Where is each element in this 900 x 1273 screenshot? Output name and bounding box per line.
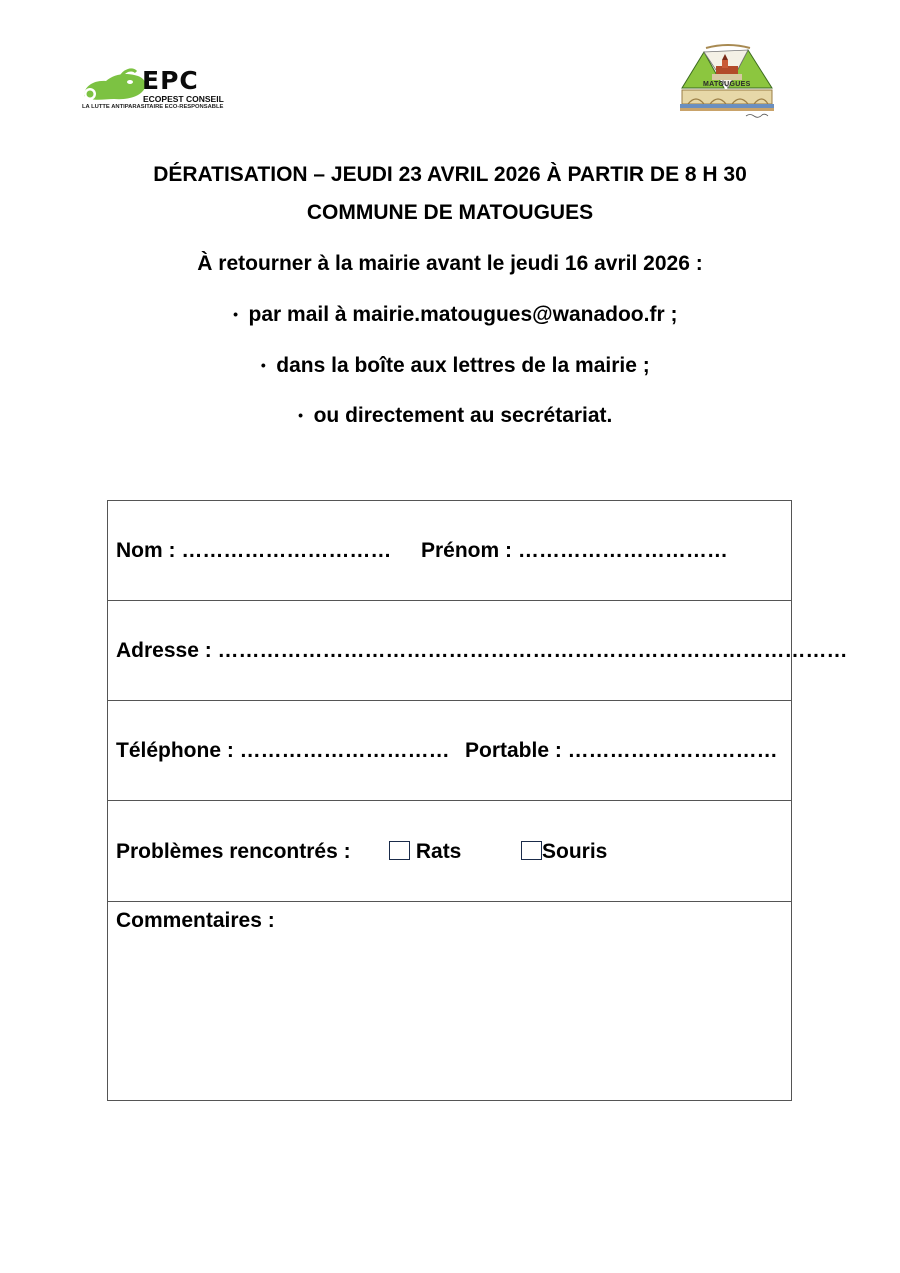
prenom-field[interactable]: Prénom : ………………………… bbox=[421, 539, 728, 562]
telephone-field[interactable]: Téléphone : ………………………… bbox=[116, 739, 450, 762]
form-row-comments[interactable] bbox=[108, 902, 791, 1100]
ecopest-conseil-logo bbox=[80, 66, 245, 114]
list-item bbox=[0, 301, 900, 328]
return-instruction: À retourner à la mairie avant le jeudi 16 avril 2026 : bbox=[197, 252, 703, 275]
rats-checkbox[interactable] bbox=[389, 841, 410, 860]
return-method-mailbox: dans la boîte aux lettres de la mairie ; bbox=[276, 354, 650, 377]
matougues-logo-label: MATOUGUES bbox=[703, 81, 751, 88]
commune-title: COMMUNE DE MATOUGUES bbox=[306, 201, 594, 224]
bullet-icon: • bbox=[298, 407, 304, 423]
list-item bbox=[0, 402, 900, 429]
portable-field[interactable]: Portable : ………………………… bbox=[465, 739, 778, 762]
souris-checkbox[interactable] bbox=[521, 841, 542, 860]
return-method-secretariat: ou directement au secrétariat. bbox=[313, 404, 613, 427]
rats-option[interactable] bbox=[389, 839, 461, 865]
registration-form bbox=[107, 500, 848, 1101]
matougues-coat-of-arms bbox=[676, 44, 780, 122]
rats-label: Rats bbox=[415, 840, 462, 863]
form-row-name bbox=[108, 501, 791, 601]
epc-company-name: ECOPEST CONSEIL bbox=[143, 94, 224, 104]
epc-tagline: LA LUTTE ANTIPARASITAIRE ECO-RESPONSABLE bbox=[82, 104, 224, 110]
souris-option[interactable] bbox=[521, 839, 607, 865]
list-item bbox=[0, 352, 900, 379]
commentaires-label: Commentaires : bbox=[116, 909, 275, 932]
nom-field[interactable]: Nom : ………………………… bbox=[116, 539, 392, 562]
problemes-label: Problèmes rencontrés : bbox=[116, 840, 351, 863]
epc-logo-letters: EPC bbox=[142, 66, 199, 95]
form-row-address bbox=[108, 601, 848, 701]
event-title: DÉRATISATION – JEUDI 23 AVRIL 2026 À PARTIR DE 8 H 30 bbox=[153, 163, 747, 186]
bullet-icon: • bbox=[260, 357, 266, 373]
souris-label: Souris bbox=[542, 840, 608, 863]
form-row-phone bbox=[108, 701, 791, 801]
return-method-email: par mail à mairie.matougues@wanadoo.fr ; bbox=[248, 303, 678, 326]
bullet-icon: • bbox=[233, 306, 238, 322]
form-row-problems bbox=[108, 802, 791, 902]
adresse-field[interactable]: Adresse : ……………………………………………………………………………… bbox=[116, 639, 848, 662]
